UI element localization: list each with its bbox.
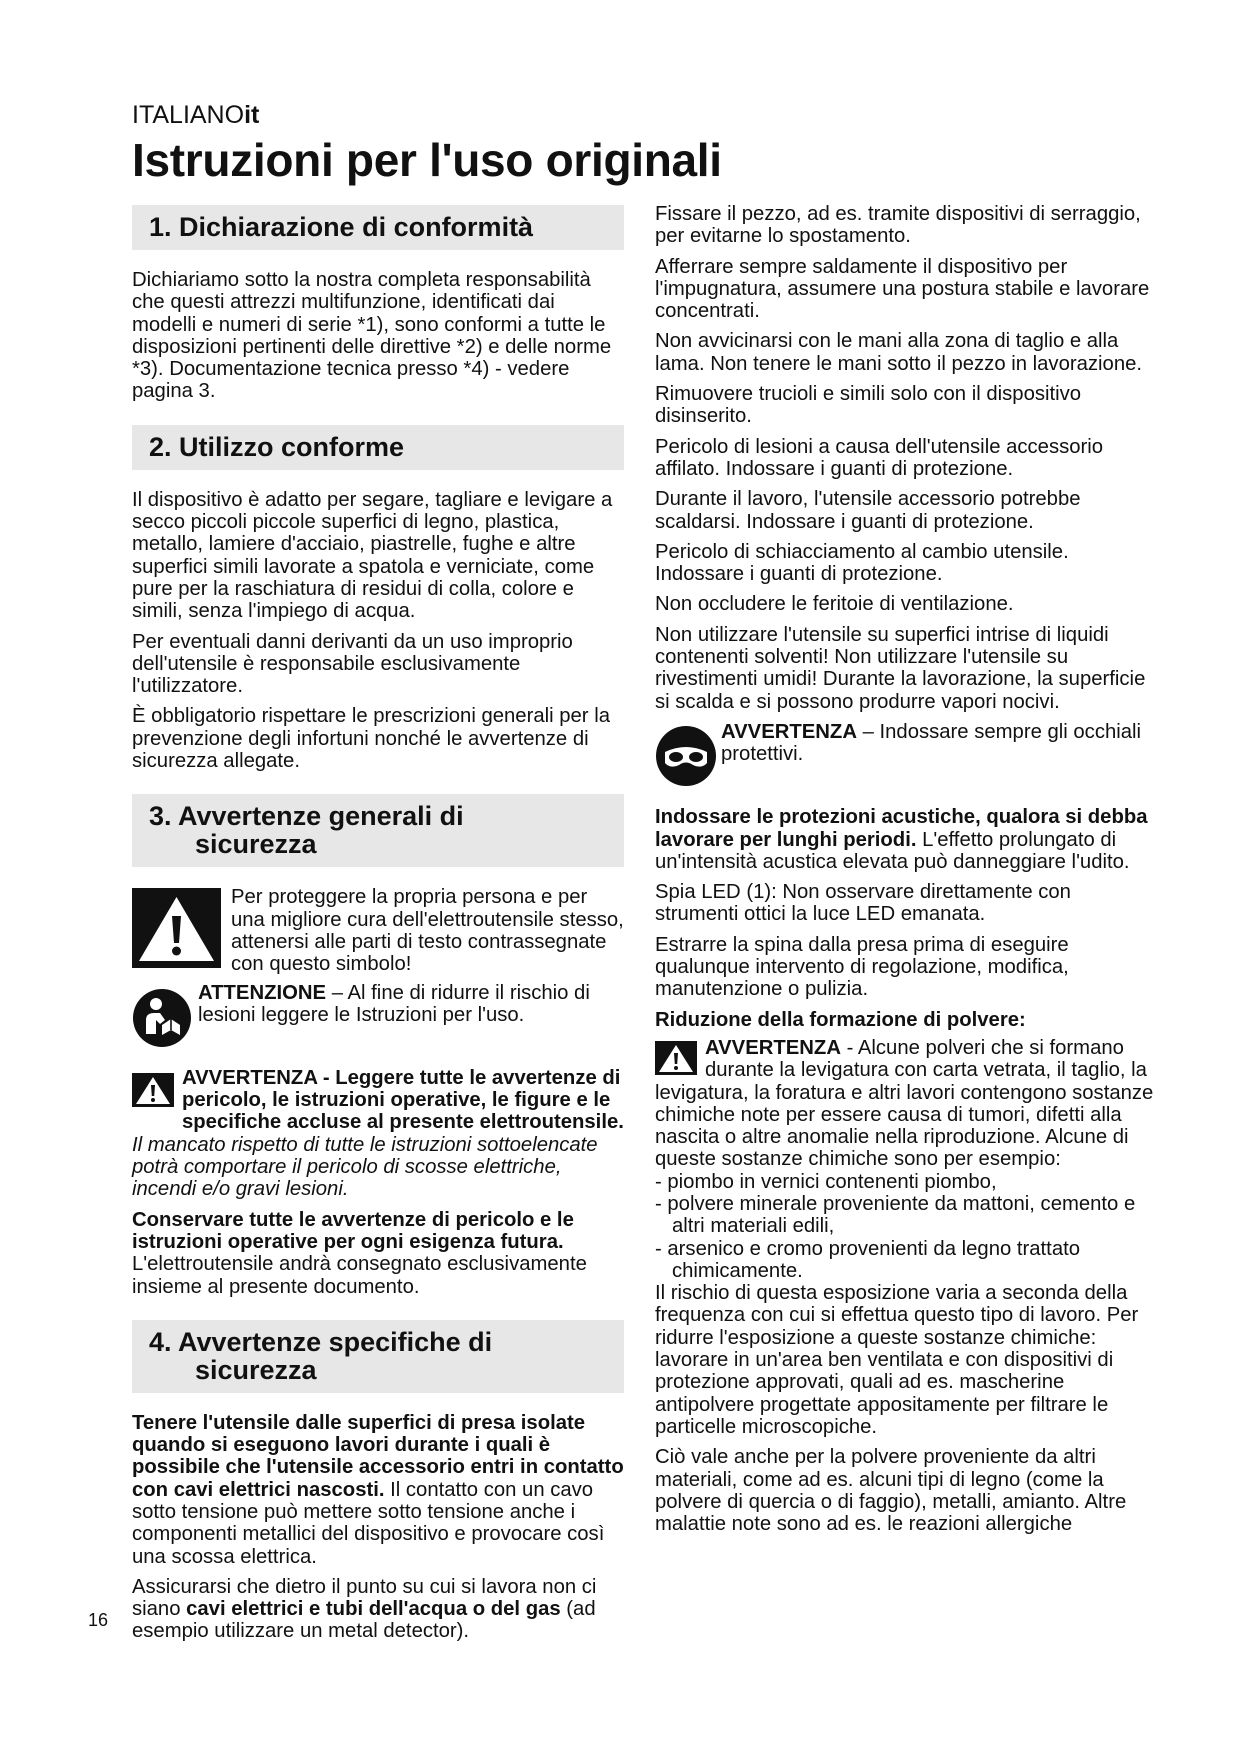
- section-heading-general-safety: 3. Avvertenze generali di sicurezza: [132, 794, 624, 867]
- paragraph: Dichiariamo sotto la nostra completa responsabilità che questi attrezzi multifunzione, identificati dai modelli e numeri di serie *1), sono conformi a tutte le disposizioni pertinenti delle direttive *2) e delle norme *3). Documentazione tecnica presso *4) - vedere pagina 3.: [132, 269, 612, 403]
- page-number: 16: [88, 1610, 109, 1630]
- goggles-warning-text: AVVERTENZA – Indossare sempre gli occhiali protettivi.: [721, 720, 1142, 766]
- paragraph: Non avvicinarsi con le mani alla zona di taglio e alla lama. Non tenere le mani sotto il pezzo in lavorazione.: [655, 330, 1143, 375]
- hazard-list: [655, 1171, 1155, 1282]
- list-item: - piombo in vernici contenenti piombo,: [655, 1170, 997, 1193]
- paragraph: Per eventuali danni derivanti da un uso improprio dell'utensile è responsabile esclusivamente l'utilizzatore.: [132, 630, 573, 698]
- paragraph: Indossare le protezioni acustiche, qualora si debba lavorare per lunghi periodi. L'effetto prolungato di un'intensità acustica elevata può danneggiare l'udito.: [655, 806, 1148, 873]
- paragraph: Fissare il pezzo, ad es. tramite dispositivi di serraggio, per evitarne lo spostamento.: [655, 203, 1141, 248]
- paragraph: Assicurarsi che dietro il punto su cui si lavora non ci siano cavi elettrici e tubi dell'acqua o del gas (ad esempio utilizzare un metal detector).: [132, 1575, 597, 1643]
- paragraph: Conservare tutte le avvertenze di pericolo e le istruzioni operative per ogni esigenza futura. L'elettroutensile andrà consegnato esclusivamente insieme al presente documento.: [132, 1208, 587, 1298]
- paragraph: Non utilizzare l'utensile su superfici intrise di liquidi contenenti solventi! Non utilizzare l'utensile su rivestimenti umidi! Durante la lavorazione, la superficie si scalda e si possono produrre vapori nocivi.: [655, 623, 1146, 713]
- paragraph: Estrarre la spina dalla presa prima di eseguire qualunque intervento di regolazione, modifica, manutenzione o pulizia.: [655, 933, 1069, 1001]
- paragraph: Non occludere le feritoie di ventilazione.: [655, 593, 1014, 616]
- language-label: ITALIANOit: [132, 101, 260, 129]
- attention-text: ATTENZIONE – Al fine di ridurre il rischio di lesioni leggere le Istruzioni per l'uso.: [198, 981, 590, 1026]
- safety-goggles-icon: [655, 725, 717, 792]
- dust-heading: Riduzione della formazione di polvere:: [655, 1008, 1026, 1031]
- paragraph: Il rischio di questa esposizione varia a seconda della frequenza con cui si effettua questo tipo di lavoro. Per ridurre l'esposizione a queste sostanze chimiche: lavorare in un'area ben ventilata e con dispositivi di protezione approvati, quali ad es. mascherine antipolvere progettate appositamente per filtrare le particelle microscopiche.: [655, 1282, 1139, 1438]
- paragraph: Pericolo di schiacciamento al cambio utensile. Indossare i guanti di protezione.: [655, 540, 1069, 586]
- paragraph: Tenere l'utensile dalle superfici di presa isolate quando si eseguono lavori durante i quali è possibile che l'utensile accessorio entri in contatto con cavi elettrici nascosti. Il contatto con un cavo sotto tensione può mettere sotto tensione anche i componenti metallici del dispositivo e provocare così una scossa elettrica.: [132, 1411, 624, 1568]
- dust-warning: AVVERTENZA - Alcune polveri che si formano durante la levigatura con carta vetrata, il taglio, la levigatura, la foratura e altri lavori contengono sostanze chimiche note per essere causa di tumori, difetti alla nascita o altre anomalie nella riproduzione. Alcune di queste sostanze chimiche sono per esempio:: [655, 1036, 1154, 1171]
- goggles-warning-block: [655, 721, 1155, 792]
- section-heading-specific-safety: 4. Avvertenze specifiche di sicurezza: [132, 1320, 624, 1393]
- page-title: Istruzioni per l'uso originali: [132, 134, 722, 186]
- warning-small-icon: [655, 1041, 697, 1080]
- read-manual-icon: [132, 988, 192, 1053]
- symbol-explanation: Per proteggere la propria persona e per una migliore cura dell'elettroutensile stesso, attenersi alle parti di testo contrassegnate con questo simbolo!: [231, 886, 624, 976]
- paragraph: Pericolo di lesioni a causa dell'utensile accessorio affilato. Indossare i guanti di protezione.: [655, 435, 1104, 480]
- paragraph: Afferrare sempre saldamente il dispositivo per l'impugnatura, assumere una postura stabile e lavorare concentrati.: [655, 255, 1150, 323]
- warning-read-all: AVVERTENZA - Leggere tutte le avvertenze di pericolo, le istruzioni operative, le figure e le specifiche accluse al presente elettroutensile. Il mancato rispetto di tutte le istruzioni sottoelencate potrà comportare il pericolo di scosse elettriche, incendi e/o gravi lesioni.: [132, 1066, 624, 1201]
- paragraph: Durante il lavoro, l'utensile accessorio potrebbe scaldarsi. Indossare i guanti di protezione.: [655, 488, 1081, 533]
- warning-small-icon: [132, 1073, 174, 1112]
- left-column: [132, 205, 624, 1651]
- list-item: - polvere minerale proveniente da mattoni, cemento e altri materiali edili,: [655, 1192, 1136, 1238]
- section-heading-conformity: 1. Dichiarazione di conformità: [132, 205, 624, 250]
- paragraph: Ciò vale anche per la polvere proveniente da altri materiali, come ad es. alcuni tipi di legno (come la polvere di quercia o di faggio), metalli, amianto. Altre malattie note sono ad es. le reazioni allergiche: [655, 1446, 1127, 1536]
- paragraph: Spia LED (1): Non osservare direttamente con strumenti ottici la luce LED emanata.: [655, 881, 1071, 926]
- warning-symbol-block: [132, 886, 624, 975]
- warning-triangle-icon: [132, 888, 221, 973]
- section-heading-intended-use: 2. Utilizzo conforme: [132, 425, 624, 470]
- paragraph: È obbligatorio rispettare le prescrizioni generali per la prevenzione degli infortuni nonché le avvertenze di sicurezza allegate.: [132, 705, 610, 773]
- list-item: - arsenico e cromo provenienti da legno trattato chimicamente.: [655, 1237, 1081, 1282]
- paragraph: Rimuovere trucioli e simili solo con il dispositivo disinserito.: [655, 383, 1082, 428]
- paragraph: Il dispositivo è adatto per segare, tagliare e levigare a secco piccoli piccole superfici di legno, plastica, metallo, lamiere d'acciaio, piastrelle, fughe e altre superfici simili lavorate a spatola e verniciate, come pure per la raschiatura di residui di colla, colore e simili, senza l'impiego di acqua.: [132, 488, 613, 623]
- attention-block: [132, 981, 624, 1053]
- right-column: [655, 203, 1155, 1543]
